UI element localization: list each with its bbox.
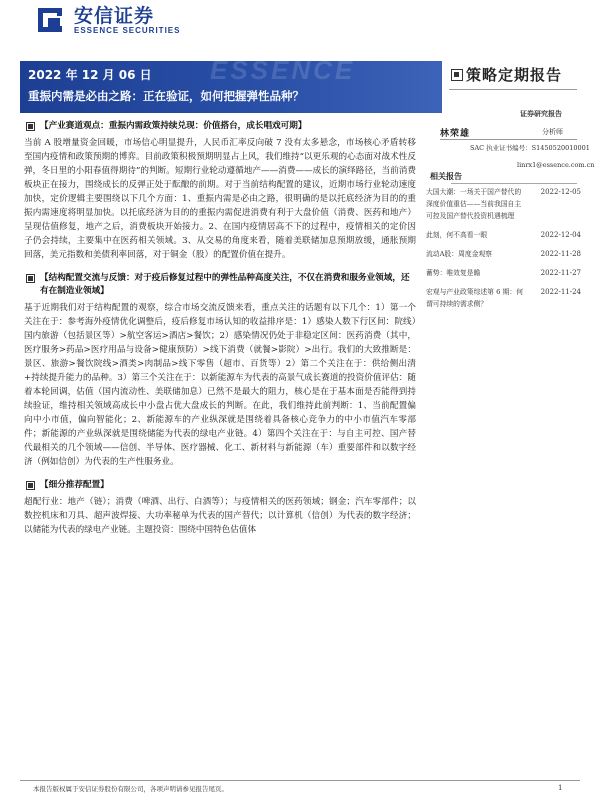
analyst-role: 分析师 bbox=[542, 128, 563, 136]
section-paragraph: 当前 A 股增量资金回暖，市场信心明显提升，人民币汇率反向破 7 没有太多悬念，市场核心矛盾转移至国内疫情和政策预期的博弈。目前政策积极预期明显占上风，我们维持“以更乐观的心态面对战术性反弹，冬日里的小阳春值得期待”的判断。短期行业轮动遵循地产——消费——成长的演绎路径，当前消费板块正在接力，围绕成长的反弹正处于酝酿的前期。对于当前结构配置的建议，近期市场行业轮动速度加快，定价逻辑主要围绕以下几个方面：1、重振内需是必由之路，很明确的是以托底经济为目的的重振内需速度将明显加快。以托底经济为目的的重振内需促进消费有利于大盘价值（消费、医药和地产）呈现估值修复，地产之后，消费板块开始接力。2、在国内疫情居高不下的过程中，疫情相关的定价因子仍会持续，主要集中在医药相关领域。3、从交易的角度来看，随着美联储加息预期放缓，通胀预期回落，美元指数和美债利率回落，对于铜金（股）的配置价值在提升。 bbox=[24, 138, 416, 260]
related-reports-label: 相关报告 bbox=[430, 171, 462, 181]
related-report-title: 此刻，何不高看一眼 bbox=[426, 231, 488, 239]
section-box-icon bbox=[26, 481, 35, 490]
related-report-item[interactable] bbox=[426, 267, 581, 279]
related-report-title: 宏观与产业政策综述第 6 期：何谓可持续的需求侧？ bbox=[426, 288, 524, 308]
related-reports-rule bbox=[451, 172, 577, 184]
brand-name-en: ESSENCE SECURITIES bbox=[74, 26, 181, 35]
related-report-date: 2022-11-24 bbox=[540, 288, 581, 296]
report-date: 2022 年 12 月 06 日 bbox=[28, 68, 152, 82]
footer-divider bbox=[20, 780, 580, 781]
report-title: 重振内需是必由之路：正在验证，如何把握弹性品种？ bbox=[28, 89, 304, 103]
analyst-email[interactable]: linrx1@essence.com.cn bbox=[517, 161, 595, 169]
report-type-label: 策略定期报告 bbox=[466, 66, 563, 84]
title-banner bbox=[20, 61, 442, 113]
analyst-sac: SAC 执业证书编号：S1450520010001 bbox=[470, 144, 590, 152]
section-heading-text: 【细分推荐配置】 bbox=[40, 480, 109, 490]
divider bbox=[440, 139, 577, 140]
related-report-date: 2022-11-28 bbox=[540, 250, 581, 258]
related-report-date: 2022-12-04 bbox=[540, 231, 581, 239]
report-type-icon bbox=[451, 69, 463, 81]
related-report-item[interactable] bbox=[426, 286, 581, 310]
section-recommendations bbox=[24, 479, 416, 537]
banner-watermark: ESSENCE bbox=[210, 61, 356, 85]
report-body bbox=[24, 120, 416, 537]
related-report-date: 2022-11-27 bbox=[540, 269, 581, 277]
divider bbox=[449, 89, 577, 90]
related-report-title: 大国大潮：一场关于国产替代的深度价值重估——当前我国自主可控及国产替代投资机遇梳理 bbox=[426, 188, 522, 220]
section-paragraph: 超配行业：地产（链）；消费（啤酒、出行、白酒等）；与疫情相关的医药领域；钢金；汽车零部件；以数控机床和刀具、超声波焊接、大功率秘单为代表的国产替代；以计算机（信创）为代表的数字经济；以储能为代表的绿电产业链。主题投资：围绕中国特色估值体 bbox=[24, 497, 416, 535]
analyst-name: 林荣雄 bbox=[440, 129, 471, 139]
section-box-icon bbox=[26, 122, 35, 131]
section-allocation-feedback bbox=[24, 272, 416, 469]
related-report-title: 流动A股：周度金观察 bbox=[426, 250, 493, 258]
section-paragraph: 基于近期我们对于结构配置的观察，综合市场交流反馈来看，重点关注的话题有以下几个：1）第一个关注在于：参考海外疫情优化调整后，疫后修复市场认知的收益排序是：1）感染人数下行区间：院线）国内旅游（包括景区等）>航空客运>酒店>餐饮；2）感染情况仍处于非稳定区间：医药消费（其中，医疗服务>药品>医疗用品与设备>健康预防）>线下消费（就餐>影院）>出行。我们的大致推断是：景区、旅游>餐饮院线>酒类>肉制品>线下零售（超市、百货等）2）第二个关注在于：供给侧出清+持续提升能力的品种。3）第三个关注在于：以新能源车为代表的高景气成长赛道的投资价值评估：随着本轮回调，估值（国内流动性、美联储加息）已然不是最大的阻力，核心是在于基本面是否能得到持续验证，维持相关领域高成长中小盘占优大盘成长的判断。在此，我们维持此前判断：1、当前配置偏向中小市值，偏向智能化；2、新能源车的产业纵深就是围绕着具备核心竞争力的中小市值汽车零部件；新能源的产业纵深就是围绕储能为代表的绿电产业链。4）第四个关注在于：与自主可控、国产替代最相关的几个领域——信创、半导体、医疗器械、化工、新材料与新能源（车）重要部件和以数字经济（例如信创）为代表的生产性服务业。 bbox=[24, 303, 416, 467]
section-heading bbox=[24, 272, 416, 298]
related-report-item[interactable] bbox=[426, 229, 581, 241]
page-number: 1 bbox=[558, 784, 563, 792]
section-box-icon bbox=[26, 274, 35, 283]
section-heading-text: 【产业赛道观点：重振内需政策持续兑现：价值搭台，成长唱戏可期】 bbox=[40, 121, 307, 131]
brand-name-cn: 安信证券 bbox=[74, 5, 155, 27]
section-type: 证券研究报告 bbox=[520, 109, 562, 118]
footer-disclaimer: 本报告版权属于安信证券股份有限公司，各项声明请参见报告尾页。 bbox=[33, 785, 228, 793]
section-heading bbox=[24, 479, 416, 492]
section-heading bbox=[24, 120, 416, 133]
related-reports-list bbox=[426, 186, 581, 317]
brand-logo-mark bbox=[36, 6, 66, 36]
related-report-item[interactable] bbox=[426, 186, 581, 222]
section-industry-view bbox=[24, 120, 416, 262]
brand-logo bbox=[36, 6, 180, 36]
section-heading-text: 【结构配置交流与反馈：对于疫后修复过程中的弹性品种高度关注，不仅在消费和服务业领域，还有在制造业领域】 bbox=[40, 273, 410, 296]
report-type bbox=[451, 64, 562, 85]
related-report-title: 蓄势：唯效复是瞻 bbox=[426, 269, 481, 277]
related-report-date: 2022-12-05 bbox=[540, 188, 581, 196]
related-report-item[interactable] bbox=[426, 248, 581, 260]
